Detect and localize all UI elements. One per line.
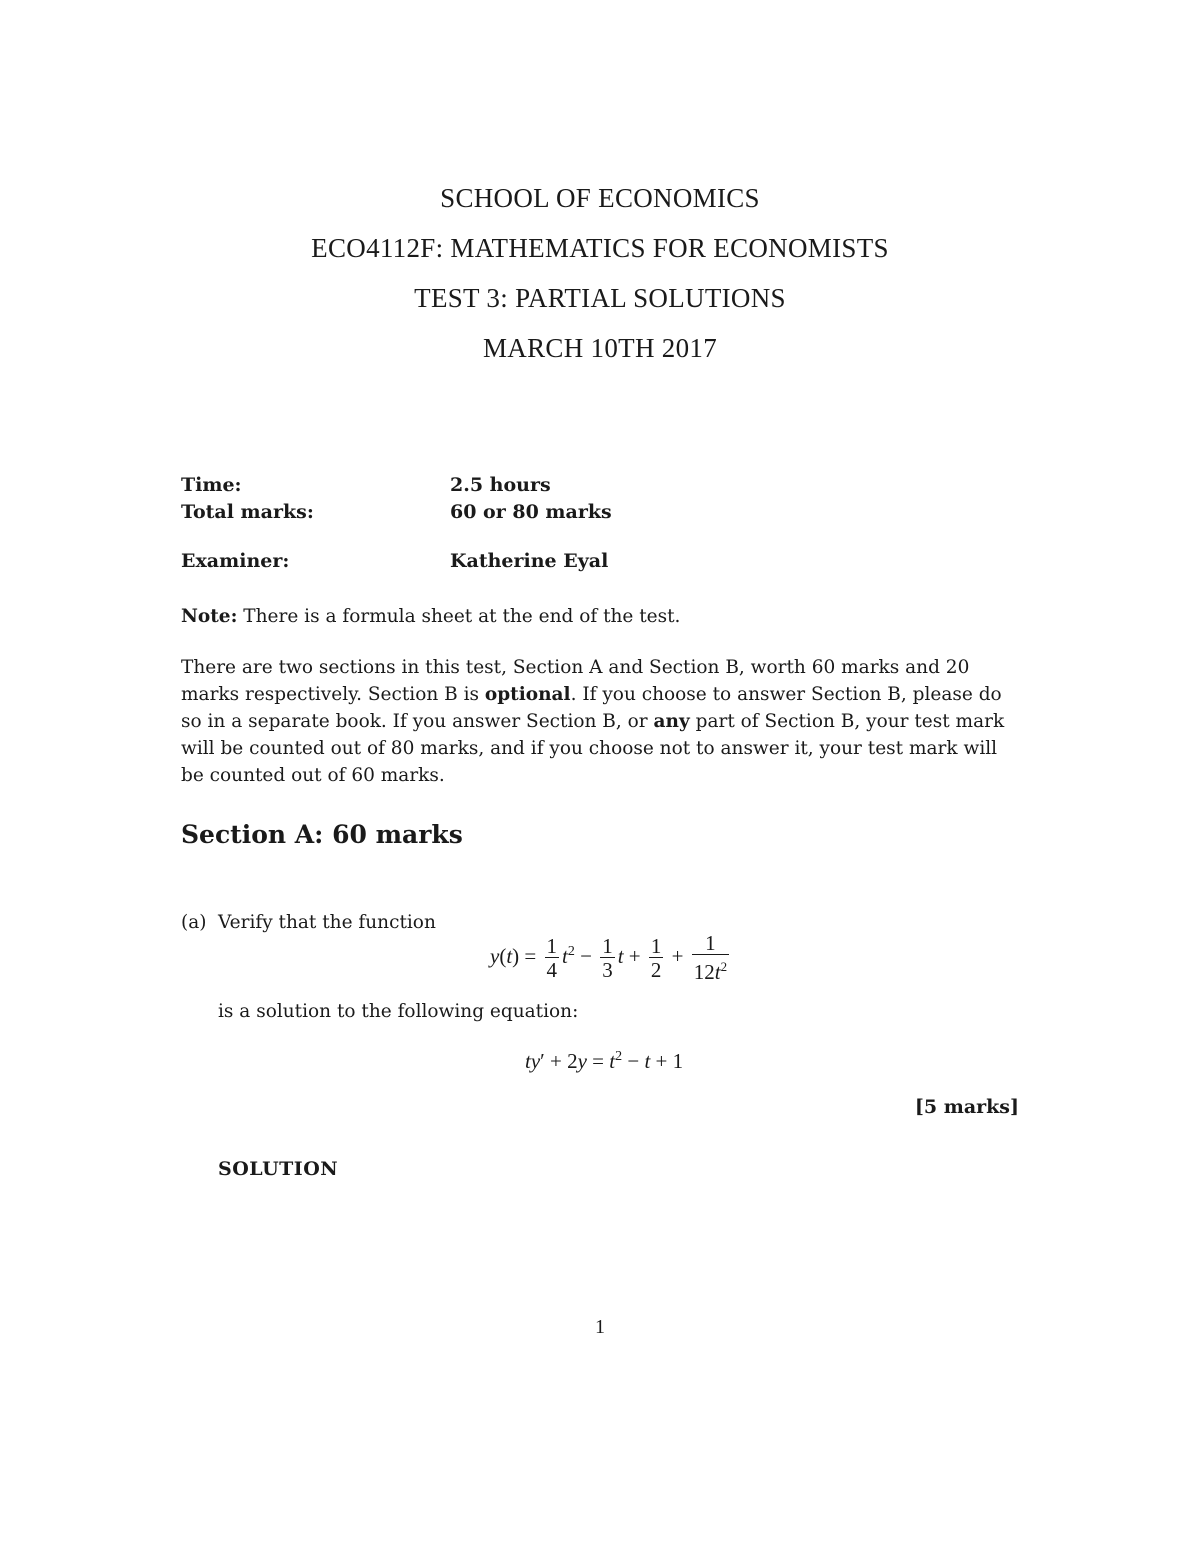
fraction: $\frac{1}{12t^2}$ xyxy=(693,931,728,984)
optional-emphasis: optional xyxy=(484,684,571,705)
page-number: 1 xyxy=(595,1316,605,1338)
course-title: ECO4112F: MATHEMATICS FOR ECONOMISTS xyxy=(311,233,889,263)
test-title: TEST 3: PARTIAL SOLUTIONS xyxy=(414,283,786,313)
solution-label: SOLUTION xyxy=(218,1158,339,1180)
fraction: $\frac{1}{2}$ xyxy=(650,933,662,982)
section-a-heading: Section A: 60 marks xyxy=(181,820,463,849)
note-paragraph xyxy=(181,603,1021,630)
any-emphasis: any xyxy=(653,711,690,732)
note-label: Note: xyxy=(181,606,238,627)
question-label: (a) xyxy=(181,912,207,933)
time-value: 2.5 hours xyxy=(450,474,551,496)
school-title: SCHOOL OF ECONOMICS xyxy=(440,183,760,213)
question-marks: [5 marks] xyxy=(914,1096,1019,1118)
total-marks-label: Total marks: xyxy=(181,501,314,523)
time-label: Time: xyxy=(181,474,242,496)
instructions-text-1: There are two sections in this test, Section A and Section B, worth 60 marks and 20 marks respectively. Section B is xyxy=(181,657,970,705)
total-marks-value: 60 or 80 marks xyxy=(450,501,612,523)
instructions-paragraph xyxy=(181,654,1021,789)
question-text: Verify that the function xyxy=(218,912,436,933)
instructions-text-3: part of Section B, your test mark will be counted out of 80 marks, and if you choose not to answer it, your test mark will be counted out of 60 marks. xyxy=(181,711,1005,786)
differential-equation: $ty' + 2y = t^2 - t + 1$ xyxy=(525,1049,684,1073)
question-text-2: is a solution to the following equation: xyxy=(218,1001,579,1022)
note-text: There is a formula sheet at the end of the test. xyxy=(237,606,681,627)
examiner-value: Katherine Eyal xyxy=(450,550,609,572)
function-equation: y(t) = $\frac{1}{4}$ $t^2$ − $\frac{1}{3}$ t + $\frac{1}{2}$ + $\frac{1}{12t^2}$ xyxy=(490,931,728,984)
fraction: $\frac{1}{4}$ xyxy=(546,933,558,982)
examiner-label: Examiner: xyxy=(181,550,290,572)
instructions-text-2: . If you choose to answer Section B, please do so in a separate book. If you answer Section B, or xyxy=(181,684,1002,732)
fraction: $\frac{1}{3}$ xyxy=(602,933,613,982)
test-date: MARCH 10TH 2017 xyxy=(482,333,717,363)
